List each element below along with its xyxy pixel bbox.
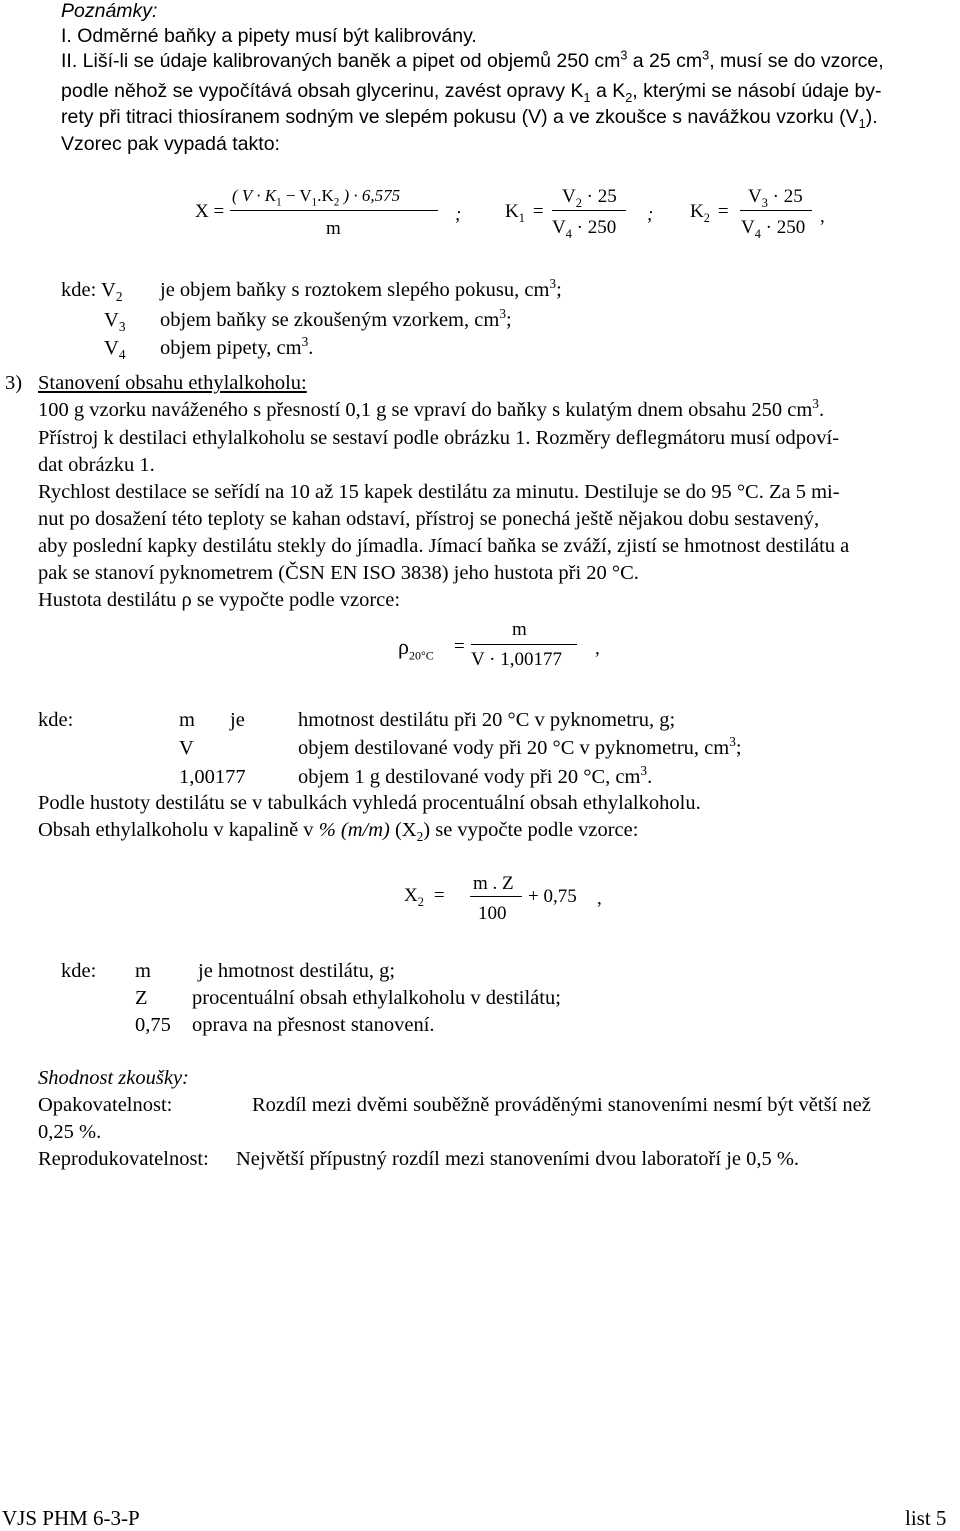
formula-density-denominator: V · 1,00177	[471, 649, 562, 670]
section-3-p1-line-2: Přístroj k destilaci ethylalkoholu se sestaví podle obrázku 1. Rozměry deflegmátoru musí odpoví-	[38, 427, 840, 449]
where2-m-je: je	[230, 709, 245, 731]
formula-k1-denominator: $V_4 \cdot 250$	[552, 217, 617, 241]
where2-constant-symbol: 1,00177	[179, 766, 246, 788]
formula-k2-denominator: $V_4 \cdot 250$	[741, 217, 806, 241]
formula-k2-lhs: $K_2$ =	[690, 201, 729, 225]
formula-x2-numerator: m . Z	[473, 873, 514, 894]
formula-k2-fraction-bar	[740, 210, 812, 211]
section-3-title: Stanovení obsahu ethylalkoholu:	[38, 372, 307, 394]
notes-item-2-line-2: podle něhož se vypočítává obsah glycerinu, zavést opravy $K_1$ a $K_2$, kterými se násobí údaje by-	[61, 80, 882, 105]
formula-x2-lhs: $X_2$ =	[404, 885, 445, 909]
where2-m-description: hmotnost destilátu při 20 °C v pyknometru, g;	[298, 709, 676, 731]
where3-m-symbol: m	[135, 960, 151, 982]
paragraph-density-lookup: Podle hustoty destilátu se v tabulkách vyhledá procentuální obsah ethylalkoholu.	[38, 792, 701, 814]
formula-x-lhs: X =	[195, 201, 225, 222]
formula-x2-correction: + 0,75	[528, 886, 577, 907]
where1-v2-symbol: kde: $V_2$	[61, 279, 123, 305]
formula-density-equals: =	[454, 636, 465, 657]
where3-kde: kde:	[61, 960, 97, 982]
formula-x-numerator: ( $V \cdot K_1 - V_1.K_2$ ) · 6,575	[232, 186, 401, 209]
where3-z-description: procentuální obsah ethylalkoholu v destilátu;	[192, 987, 561, 1009]
section-3-number: 3)	[5, 372, 23, 394]
where3-z-symbol: Z	[135, 987, 148, 1009]
where3-correction-description: oprava na přesnost stanovení.	[192, 1014, 435, 1036]
formula-x2-fraction-bar	[470, 896, 522, 897]
formula-k2-numerator: $V_3 \cdot 25$	[748, 186, 803, 210]
formula-x-denominator: m	[326, 218, 341, 239]
formula-x2-comma: ,	[597, 888, 602, 909]
section-3-p2-line-4: pak se stanoví pyknometrem (ČSN EN ISO 3838) jeho hustota při 20 °C.	[38, 562, 639, 584]
formula-density-fraction-bar	[471, 644, 577, 645]
where3-correction-symbol: 0,75	[135, 1014, 171, 1036]
section-3-p2-line-3: aby poslední kapky destilátu stekly do jímadla. Jímací baňka se zváží, zjistí se hmotnost destilátu a	[38, 535, 850, 557]
reproducibility-label: Reprodukovatelnost:	[38, 1148, 209, 1170]
formula-k1-numerator: $V_2 \cdot 25$	[562, 186, 617, 210]
where2-v-symbol: V	[179, 737, 194, 759]
precision-heading: Shodnost zkoušky:	[38, 1067, 189, 1089]
where1-v4-description: objem pipety, $cm^3$.	[160, 334, 314, 359]
where2-m-symbol: m	[179, 709, 195, 731]
formula-x-fraction-bar	[230, 210, 438, 211]
section-3-p3: Hustota destilátu ρ se vypočte podle vzorce:	[38, 589, 401, 611]
where3-m-description: je hmotnost destilátu, g;	[198, 960, 396, 982]
notes-item-1: I. Odměrné baňky a pipety musí být kalibrovány.	[61, 25, 477, 47]
where2-kde: kde:	[38, 709, 74, 731]
notes-item-2-line-4: Vzorec pak vypadá takto:	[61, 133, 280, 155]
notes-item-2-line-3: rety při titraci thiosíranem sodným ve slepém pokusu (V) a ve zkoušce s navážkou vzorku $(V_1)$.	[61, 106, 878, 131]
formula-x2-denominator: 100	[478, 903, 507, 924]
formula-density-numerator: m	[512, 619, 527, 640]
formula-density-comma: ,	[595, 638, 600, 659]
notes-item-2-line-1: II. Liší-li se údaje kalibrovaných baněk a pipet od objemů 250 $cm^3$ a 25 $cm^3$, musí se do vzorce,	[61, 48, 884, 72]
footer-page-number: list 5	[905, 1506, 947, 1530]
where1-v2-description: je objem baňky s roztokem slepého pokusu, $cm^3$;	[160, 276, 562, 301]
formula-k2-comma: ,	[820, 206, 825, 227]
formula-k1-fraction-bar	[552, 210, 626, 211]
notes-heading: Poznámky:	[61, 0, 158, 22]
section-3-p1-line-1: 100 g vzorku naváženého s přesností 0,1 g se vpraví do baňky s kulatým dnem obsahu 250 $cm^3$.	[38, 396, 825, 421]
formula-density-lhs: $\rho_{20^\circ C}$	[398, 634, 434, 663]
section-3-p2-line-2: nut po dosažení této teploty se kahan odstaví, přístroj se ponechá ještě nějakou dobu sestavený,	[38, 508, 820, 530]
formula-separator-1: ;	[455, 204, 462, 225]
where1-v3-description: objem baňky se zkoušeným vzorkem, $cm^3$;	[160, 306, 512, 331]
section-3-p2-line-1: Rychlost destilace se seřídí na 10 až 15 kapek destilátu za minutu. Destiluje se do 95 °C. Za 5 mi-	[38, 481, 840, 503]
where1-v4-symbol: $V_4$	[104, 337, 126, 363]
repeatability-text-continued: 0,25 %.	[38, 1121, 102, 1143]
paragraph-x2-intro: Obsah ethylalkoholu v kapalině v % (m/m) $(X_2)$ se vypočte podle vzorce:	[38, 819, 639, 845]
where2-constant-description: objem 1 g destilované vody při 20 °C, $cm^3$.	[298, 763, 653, 788]
repeatability-label: Opakovatelnost:	[38, 1094, 173, 1116]
footer-document-code: VJS PHM 6-3-P	[2, 1506, 140, 1530]
section-3-p1-line-3: dat obrázku 1.	[38, 454, 155, 476]
reproducibility-text: Největší přípustný rozdíl mezi stanoveními dvou laboratoří je 0,5 %.	[236, 1148, 800, 1170]
repeatability-text: Rozdíl mezi dvěmi souběžně prováděnými stanoveními nesmí být větší než	[252, 1094, 871, 1116]
formula-separator-2: ;	[647, 204, 654, 225]
formula-k1-lhs: $K_1$ =	[505, 201, 544, 225]
where1-v3-symbol: $V_3$	[104, 309, 126, 335]
where2-v-description: objem destilované vody při 20 °C v pyknometru, $cm^3$;	[298, 734, 742, 759]
